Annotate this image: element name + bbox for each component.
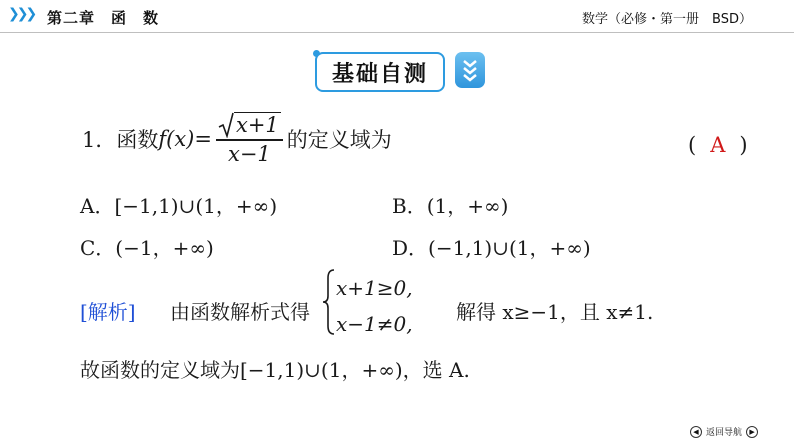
- analysis-label: [解析]: [80, 300, 136, 324]
- sqrt-symbol: [218, 112, 281, 138]
- option-c[interactable]: C．(−1，+∞): [80, 236, 214, 260]
- section-title: 基础自测: [315, 52, 445, 92]
- double-chevron-down-icon: [461, 57, 479, 83]
- condition-2: x−1≠0,: [336, 312, 413, 336]
- header-divider: [0, 32, 794, 33]
- answer-letter: A: [710, 133, 726, 157]
- function-name: f(x)=: [158, 126, 212, 151]
- brace-icon: [322, 268, 336, 336]
- option-d[interactable]: D．(−1,1)∪(1，+∞): [392, 236, 591, 260]
- fraction-bar: [216, 139, 283, 141]
- denominator: x−1: [227, 141, 271, 166]
- numerator: x+1: [235, 113, 279, 137]
- next-icon[interactable]: ▶: [746, 426, 758, 438]
- header-bar: [0, 0, 794, 34]
- question-number: 1．函数: [82, 127, 159, 152]
- chevron-icon: ❯❯❯: [8, 6, 35, 22]
- analysis-result: 解得 x≥−1，且 x≠1.: [456, 300, 654, 324]
- answer-bracket: ( A ): [688, 133, 748, 157]
- option-a[interactable]: A．[−1,1)∪(1，+∞): [80, 194, 278, 218]
- analysis-lead: 由函数解析式得: [170, 300, 310, 324]
- book-title: 数学（必修・第一册 BSD）: [582, 12, 752, 27]
- expand-down-button[interactable]: [455, 52, 485, 88]
- fraction: [216, 112, 283, 166]
- analysis-conclusion: 故函数的定义域为[−1,1)∪(1，+∞)，选 A.: [80, 358, 470, 382]
- prev-icon[interactable]: ◀: [690, 426, 702, 438]
- question-stem: [82, 112, 392, 166]
- question-tail: 的定义域为: [286, 127, 392, 152]
- condition-1: x+1≥0,: [336, 276, 413, 300]
- chapter-title: 第二章 函 数: [47, 9, 160, 27]
- option-b[interactable]: B．(1，+∞): [392, 194, 509, 218]
- back-nav-label[interactable]: 返回导航: [706, 428, 743, 438]
- back-navigation[interactable]: [690, 425, 758, 438]
